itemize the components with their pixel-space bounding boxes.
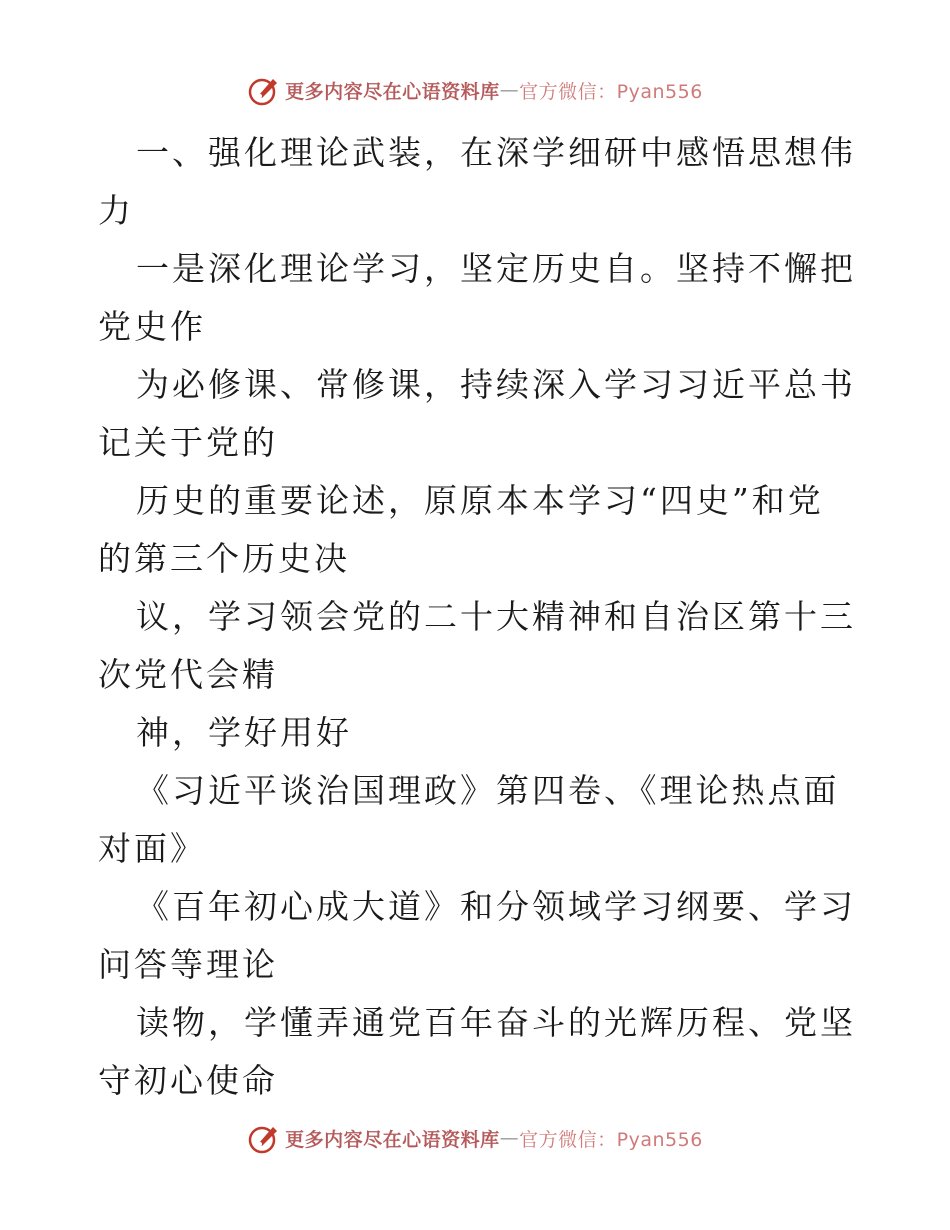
watermark-wechat-text: 官方微信：Pyan556 bbox=[519, 1128, 703, 1151]
paragraph: 读物，学懂弄通党百年奋斗的光辉历程、党坚守初心使命 bbox=[98, 1003, 856, 1100]
watermark-brand-text: 更多内容尽在心语资料库 bbox=[285, 80, 500, 103]
paragraph: 一是深化理论学习，坚定历史自。坚持不懈把党史作 bbox=[98, 249, 856, 346]
footer-watermark bbox=[0, 1118, 950, 1158]
paragraph: 一、强化理论武装，在深学细研中感悟思想伟力 bbox=[98, 133, 856, 230]
watermark-brand-text: 更多内容尽在心语资料库 bbox=[285, 1128, 500, 1151]
watermark-wechat-text: 官方微信：Pyan556 bbox=[519, 80, 703, 103]
watermark-separator: — bbox=[499, 79, 520, 101]
paragraph: 为必修课、常修课，持续深入学习习近平总书记关于党的 bbox=[98, 365, 856, 462]
pen-nib-circle-icon bbox=[247, 1121, 281, 1155]
paragraph: 议，学习领会党的二十大精神和自治区第十三次党代会精 bbox=[98, 597, 856, 694]
paragraph: 《百年初心成大道》和分领域学习纲要、学习问答等理论 bbox=[98, 887, 856, 984]
pen-nib-circle-icon bbox=[247, 73, 281, 107]
paragraph: 神，学好用好 bbox=[136, 713, 352, 752]
document-body bbox=[98, 124, 858, 1110]
watermark-separator: — bbox=[499, 1127, 520, 1149]
paragraph: 历史的重要论述，原原本本学习“四史”和党的第三个历史决 bbox=[98, 481, 824, 578]
paragraph: 《习近平谈治国理政》第四卷、《理论热点面对面》 bbox=[98, 771, 840, 868]
header-watermark bbox=[0, 70, 950, 110]
